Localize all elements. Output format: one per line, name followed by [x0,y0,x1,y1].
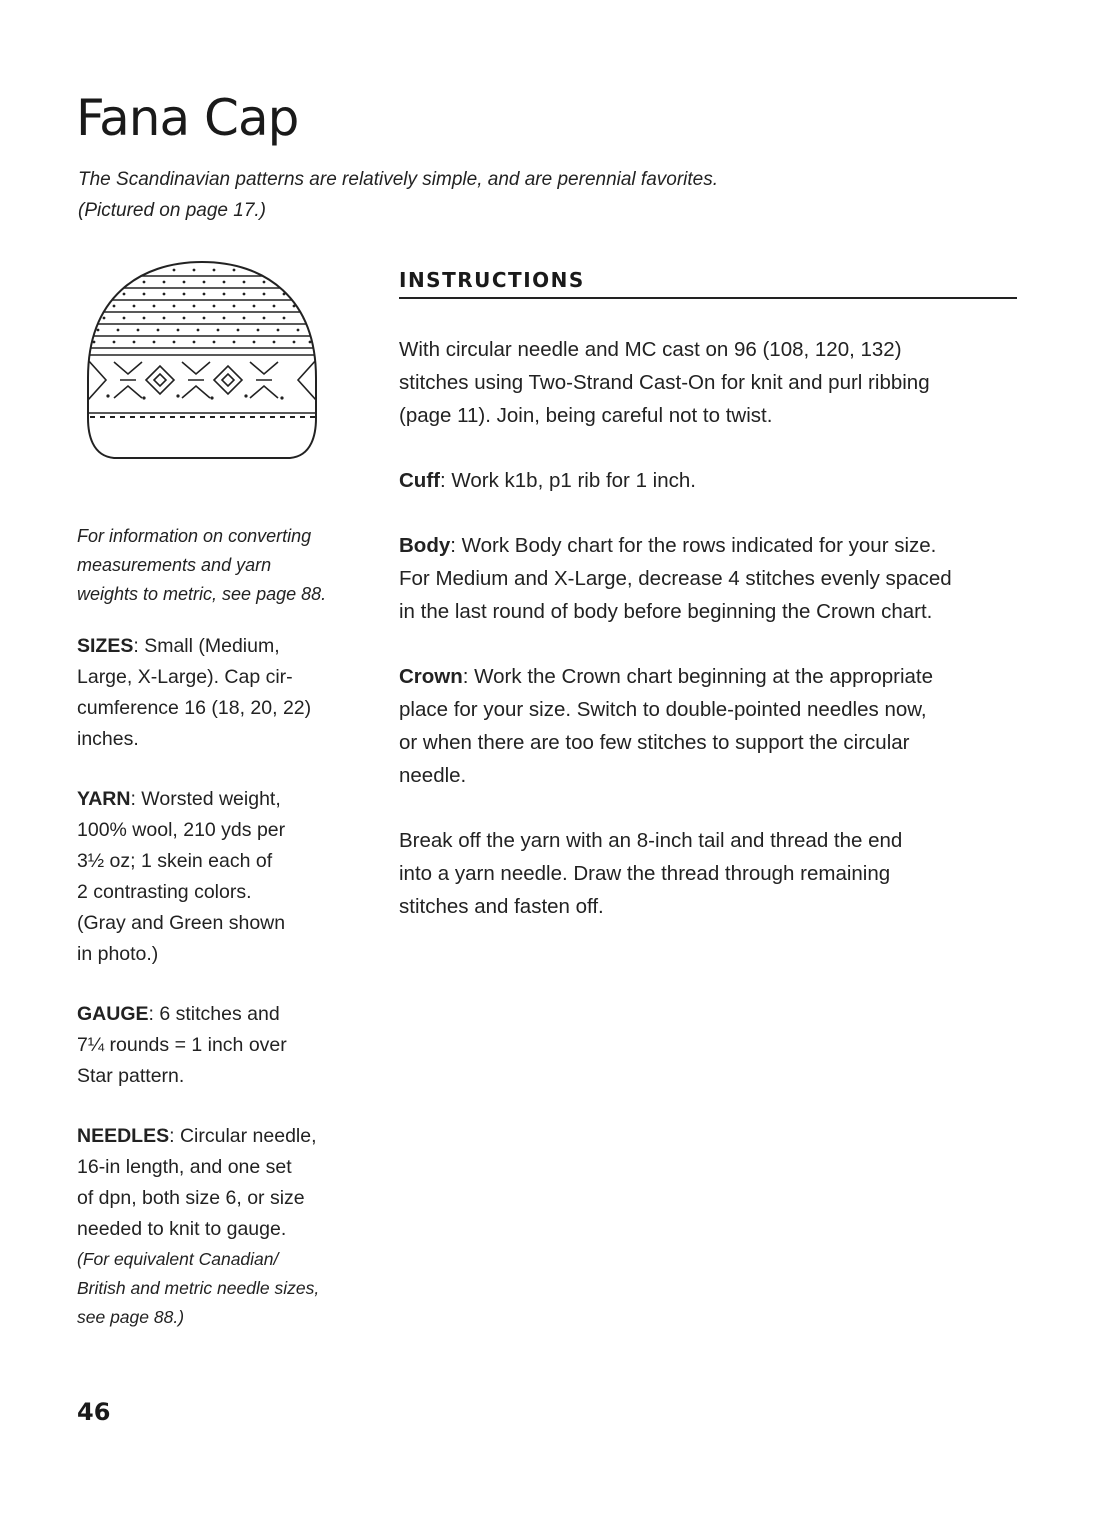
intro-paragraph [399,333,1019,432]
fair-isle-cap-icon [84,258,320,470]
pattern-details-sidebar [77,522,347,1361]
needles-note: British and metric needle sizes, [77,1278,320,1298]
instructions-body [399,333,1019,955]
cuff-label: Cuff [399,469,440,492]
sizes-section [77,631,347,755]
crown-label: Crown [399,665,463,688]
body-label: Body [399,534,451,557]
sizes-text: cumference 16 (18, 20, 22) [77,697,312,719]
metric-note [77,522,347,609]
page-title: Fana Cap [76,89,299,147]
needles-text: 16-in length, and one set [77,1156,292,1178]
finish-paragraph [399,824,1019,923]
needles-note: see page 88.) [77,1307,185,1327]
crown-text: or when there are too few stitches to support the circular [399,731,910,754]
needles-label: NEEDLES [77,1125,170,1147]
needles-section [77,1121,347,1332]
gauge-text: Star pattern. [77,1065,185,1087]
instructions-heading: INSTRUCTIONS [399,265,1017,299]
yarn-text: (Gray and Green shown [77,912,286,934]
gauge-text: 7¼ rounds = 1 inch over [77,1034,287,1056]
yarn-text: : Worsted weight, [130,788,281,810]
sizes-text: : Small (Medium, [133,635,280,657]
gauge-section [77,999,347,1092]
body-text: : Work Body chart for the rows indicated for your size. [450,534,937,557]
subtitle-line: The Scandinavian patterns are relatively simple, and are perennial favorites. [78,169,719,190]
gauge-label: GAUGE [77,1003,149,1025]
intro-line: stitches using Two-Strand Cast-On for knit and purl ribbing [399,371,930,394]
intro-line: With circular needle and MC cast on 96 (108, 120, 132) [399,338,902,361]
sizes-text: inches. [77,728,139,750]
finish-line: stitches and fasten off. [399,895,604,918]
note-line: For information on converting [77,526,312,546]
crown-text: : Work the Crown chart beginning at the appropriate [462,665,934,688]
body-text: in the last round of body before beginning the Crown chart. [399,600,933,623]
cuff-paragraph [399,464,1019,497]
yarn-label: YARN [77,788,131,810]
subtitle [78,164,838,226]
note-line: weights to metric, see page 88. [77,584,327,604]
crown-text: needle. [399,764,467,787]
yarn-text: 2 contrasting colors. [77,881,252,903]
note-line: measurements and yarn [77,555,272,575]
finish-line: Break off the yarn with an 8-inch tail and thread the end [399,829,903,852]
page-number: 46 [77,1398,111,1426]
needles-text: of dpn, both size 6, or size [77,1187,305,1209]
body-text: For Medium and X-Large, decrease 4 stitches evenly spaced [399,567,952,590]
crown-text: place for your size. Switch to double-pointed needles now, [399,698,927,721]
finish-line: into a yarn needle. Draw the thread through remaining [399,862,891,885]
intro-line: (page 11). Join, being careful not to twist. [399,404,773,427]
gauge-text: : 6 stitches and [148,1003,280,1025]
needles-text: : Circular needle, [169,1125,317,1147]
yarn-section [77,784,347,970]
yarn-text: in photo.) [77,943,159,965]
cuff-text: : Work k1b, p1 rib for 1 inch. [439,469,696,492]
crown-paragraph [399,660,1019,792]
subtitle-line: (Pictured on page 17.) [78,200,267,221]
body-paragraph [399,529,1019,628]
yarn-text: 3½ oz; 1 skein each of [77,850,273,872]
needles-text: needed to knit to gauge. [77,1218,287,1240]
yarn-text: 100% wool, 210 yds per [77,819,286,841]
sizes-text: Large, X-Large). Cap cir- [77,666,293,688]
needles-note: (For equivalent Canadian/ [77,1249,279,1269]
sizes-label: SIZES [77,635,134,657]
